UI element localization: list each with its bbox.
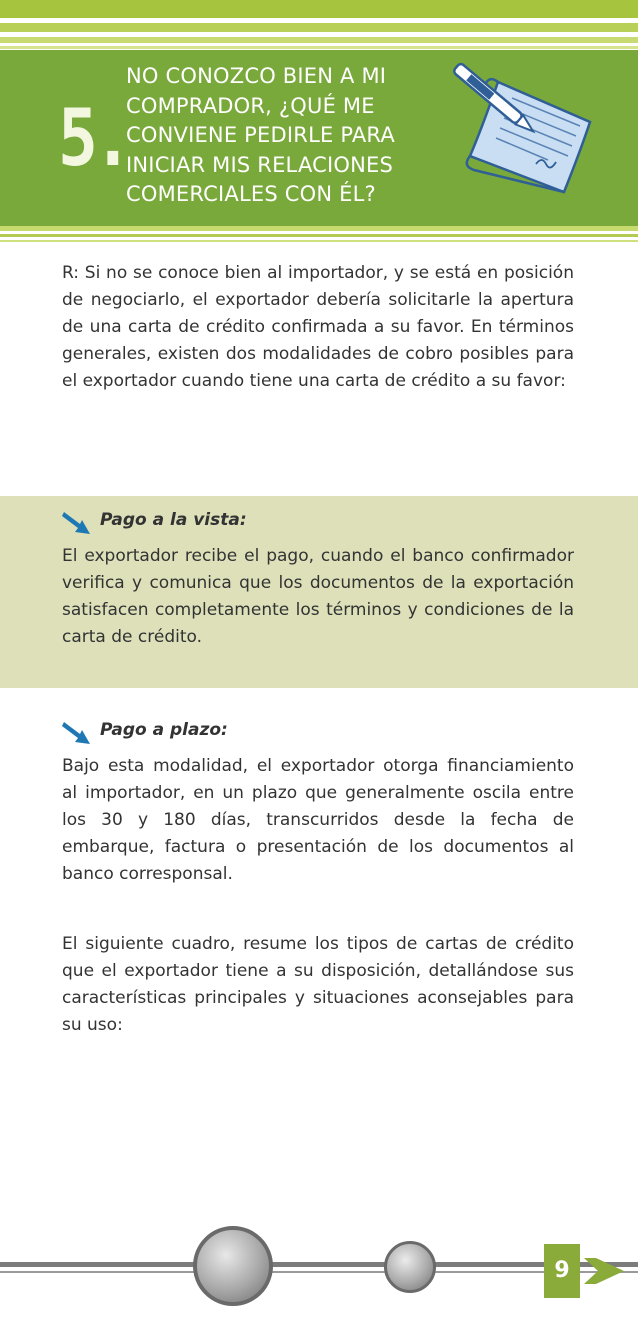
section-number: 5.: [58, 94, 128, 184]
page-knob-icon: [193, 1226, 273, 1306]
answer-paragraph: R: Si no se conoce bien al importador, y se está en posición de negociarlo, el exportador debería solicitarle la apertura de una carta de crédito confirmada a su favor. En términos generales, existen dos modalidades de cobro posibles para el exportador cuando tiene una carta de crédito a su favor:: [62, 263, 574, 391]
title-line: COMPRADOR, ¿QUÉ ME: [126, 93, 375, 118]
footer-rule: [0, 1271, 638, 1273]
top-stripe: [0, 46, 638, 49]
arrow-down-right-icon: [62, 718, 92, 746]
section-body: Bajo esta modalidad, el exportador otorga financiamiento al importador, en un plazo que generalmente oscila entre los 30 y 180 días, transcurridos desde la fecha de embarque, factura o presentación de los documentos al banco corresponsal.: [62, 756, 574, 884]
footer-rule: [0, 1262, 638, 1267]
section-heading-label: Pago a la vista:: [100, 510, 247, 530]
header-bottom-stripe: [0, 240, 638, 242]
page-number: 9: [544, 1244, 580, 1298]
header-bottom-stripe: [0, 226, 638, 231]
title-line: INICIAR MIS RELACIONES: [126, 152, 394, 177]
header-bottom-stripe: [0, 234, 638, 237]
title-line: NO CONOZCO BIEN A MI: [126, 64, 387, 88]
section-body: El exportador recibe el pago, cuando el banco confirmador verifica y comunica que los documentos de la exportación satisfacen completamente los términos y condiciones de la carta de crédito.: [62, 546, 574, 647]
top-stripe: [0, 23, 638, 32]
top-stripe: [0, 0, 638, 18]
closing-paragraph: El siguiente cuadro, resume los tipos de cartas de crédito que el exportador tiene a su disposición, detallándose sus características principales y situaciones aconsejables para su uso:: [62, 934, 574, 1035]
page-knob-icon: [384, 1241, 436, 1293]
next-page-arrow-icon[interactable]: [584, 1256, 626, 1286]
page-title: [126, 62, 466, 210]
arrow-down-right-icon: [62, 508, 92, 536]
top-stripe: [0, 37, 638, 43]
section-heading-label: Pago a plazo:: [100, 720, 228, 740]
letter-with-pen-icon: [440, 52, 600, 202]
title-line: COMERCIALES CON ÉL?: [126, 182, 376, 206]
title-line: CONVIENE PEDIRLE PARA: [126, 123, 395, 147]
